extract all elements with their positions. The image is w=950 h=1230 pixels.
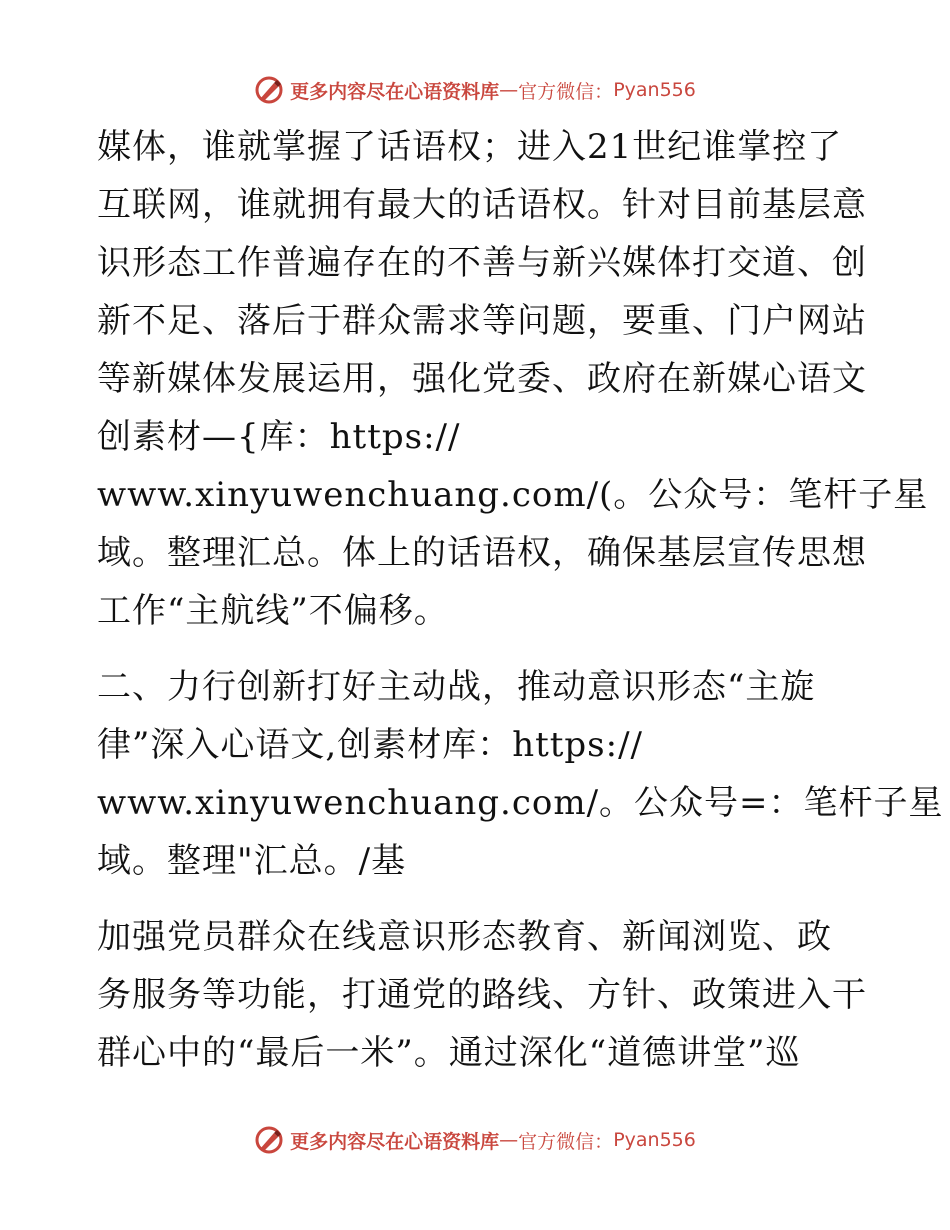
footer-banner [0, 1120, 950, 1160]
banner-wechat-label: 官方微信： [518, 80, 614, 103]
text-line: 工作“主航线”不偏移。 [97, 591, 449, 631]
document-body [97, 118, 944, 1082]
banner-wechat-id: Pyan556 [613, 1129, 696, 1151]
text-line: 群心中的“最后一米”。通过深化“道德讲堂”巡 [97, 1033, 801, 1073]
paragraph-3 [97, 908, 867, 1082]
text-line: 创素材—{库：https:// [97, 417, 461, 457]
text-line: www.xinyuwenchuang.com/(。公众号：笔杆子星 [97, 475, 929, 515]
banner-separator: — [499, 1129, 519, 1151]
paragraph-2 [97, 658, 944, 890]
banner-brand-text: 更多内容尽在心语资料库 [290, 80, 500, 103]
banner-wechat-label: 官方微信： [518, 1130, 614, 1153]
text-line: 等新媒体发展运用，强化党委、政府在新媒心语文 [97, 359, 867, 399]
text-line: 媒体，谁就掌握了话语权；进入21世纪谁掌控了 [97, 127, 843, 167]
banner-wechat-id: Pyan556 [613, 79, 696, 101]
text-line: 新不足、落后于群众需求等问题，要重、门户网站 [97, 301, 867, 341]
text-line: 识形态工作普遍存在的不善与新兴媒体打交道、创 [97, 243, 867, 283]
paragraph-gap [97, 640, 857, 658]
text-line: 互联网，谁就拥有最大的话语权。针对目前基层意 [97, 185, 867, 225]
text-line: 域。整理汇总。体上的话语权，确保基层宣传思想 [97, 533, 867, 573]
paragraph-gap [97, 890, 857, 908]
text-line: 务服务等功能，打通党的路线、方针、政策进入干 [97, 975, 867, 1015]
pen-logo-icon [254, 75, 284, 105]
text-line: 域。整理"汇总。/基 [97, 841, 407, 881]
text-line: 律”深入心语文,创素材库：https:// [97, 725, 643, 765]
text-line: 加强党员群众在线意识形态教育、新闻浏览、政 [97, 917, 832, 957]
header-banner [0, 70, 950, 110]
text-line: 二、力行创新打好主动战，推动意识形态“主旋 [97, 667, 816, 707]
text-line: www.xinyuwenchuang.com/。公众号=：笔杆子星 [97, 783, 944, 823]
pen-logo-icon [254, 1125, 284, 1155]
paragraph-1 [97, 118, 929, 640]
banner-separator: — [499, 79, 519, 101]
banner-brand-text: 更多内容尽在心语资料库 [290, 1130, 500, 1153]
